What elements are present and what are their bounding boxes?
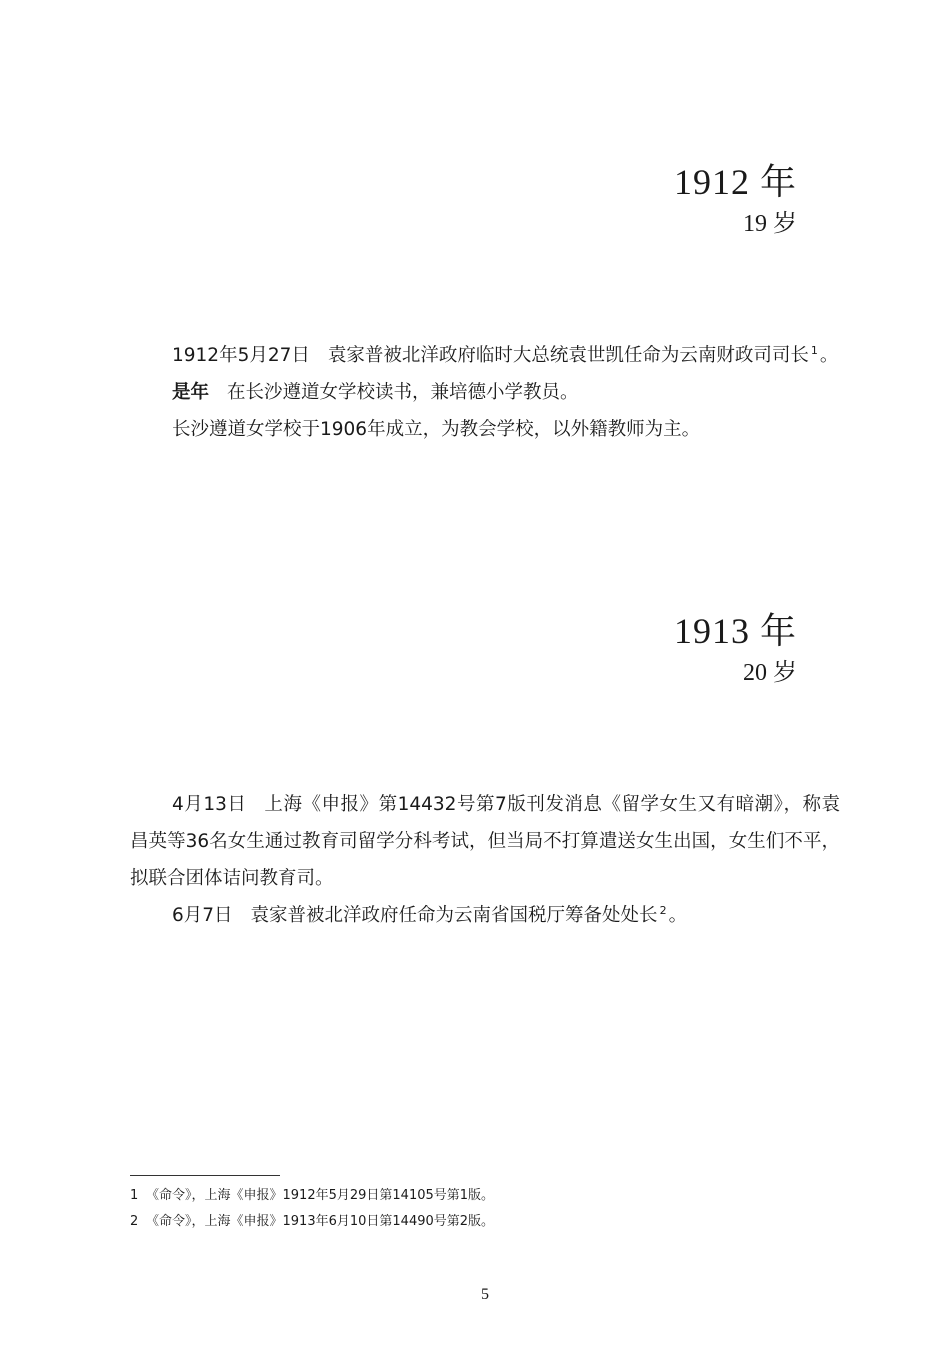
- footnote-text: 《命令》，上海《申报》1912年5月29日第14105号第1版。: [146, 1188, 495, 1203]
- footnote-ref[interactable]: 2: [659, 904, 667, 917]
- entry-tail: 。: [819, 345, 839, 366]
- entry-date: 是年: [172, 382, 210, 403]
- section-body-1913: [130, 786, 840, 934]
- footnote-number: 2: [130, 1214, 139, 1229]
- entry-paragraph: [130, 337, 840, 374]
- entry-tail: 。: [668, 905, 688, 926]
- footnote-ref[interactable]: 1: [810, 344, 818, 357]
- entry-date: 1912年5月27日: [172, 345, 310, 366]
- entry-text: 在长沙遵道女学校读书，兼培德小学教员。: [227, 382, 579, 403]
- age-label: 19 岁: [743, 211, 797, 237]
- entry-paragraph: [130, 897, 840, 934]
- entry-text: 袁家普被北洋政府任命为云南省国税厅筹备处处长: [250, 905, 658, 926]
- entry-date: 6月7日: [172, 905, 233, 926]
- page-number: 5: [481, 1286, 489, 1303]
- entry-paragraph: [130, 374, 840, 411]
- age-label: 20 岁: [743, 660, 797, 686]
- year-heading-1913: [674, 609, 797, 689]
- entry-text: 袁家普被北洋政府临时大总统袁世凯任命为云南财政司司长: [327, 345, 809, 366]
- entry-text: 长沙遵道女学校于1906年成立，为教会学校，以外籍教师为主。: [172, 419, 701, 440]
- footnote-item: [130, 1183, 840, 1209]
- footnotes: [130, 1183, 840, 1235]
- year-title: 1912 年: [673, 162, 797, 202]
- year-heading-1912: [674, 160, 797, 240]
- entry-paragraph: [130, 786, 840, 897]
- year-title: 1913 年: [673, 611, 797, 651]
- entry-paragraph: [130, 411, 840, 448]
- footnote-number: 1: [130, 1188, 139, 1203]
- entry-date: 4月13日: [172, 794, 247, 815]
- entry-text: 上海《申报》第14432号第7版刊发消息《留学女生又有暗潮》，称袁昌英等36名女生通过教育司留学分科考试，但当局不打算遣送女生出国，女生们不平，拟联合团体诘问教育司。: [130, 794, 841, 889]
- footnote-divider: [130, 1175, 280, 1176]
- footnote-text: 《命令》，上海《申报》1913年6月10日第14490号第2版。: [146, 1214, 495, 1229]
- footnote-item: [130, 1209, 840, 1235]
- section-body-1912: [130, 337, 840, 448]
